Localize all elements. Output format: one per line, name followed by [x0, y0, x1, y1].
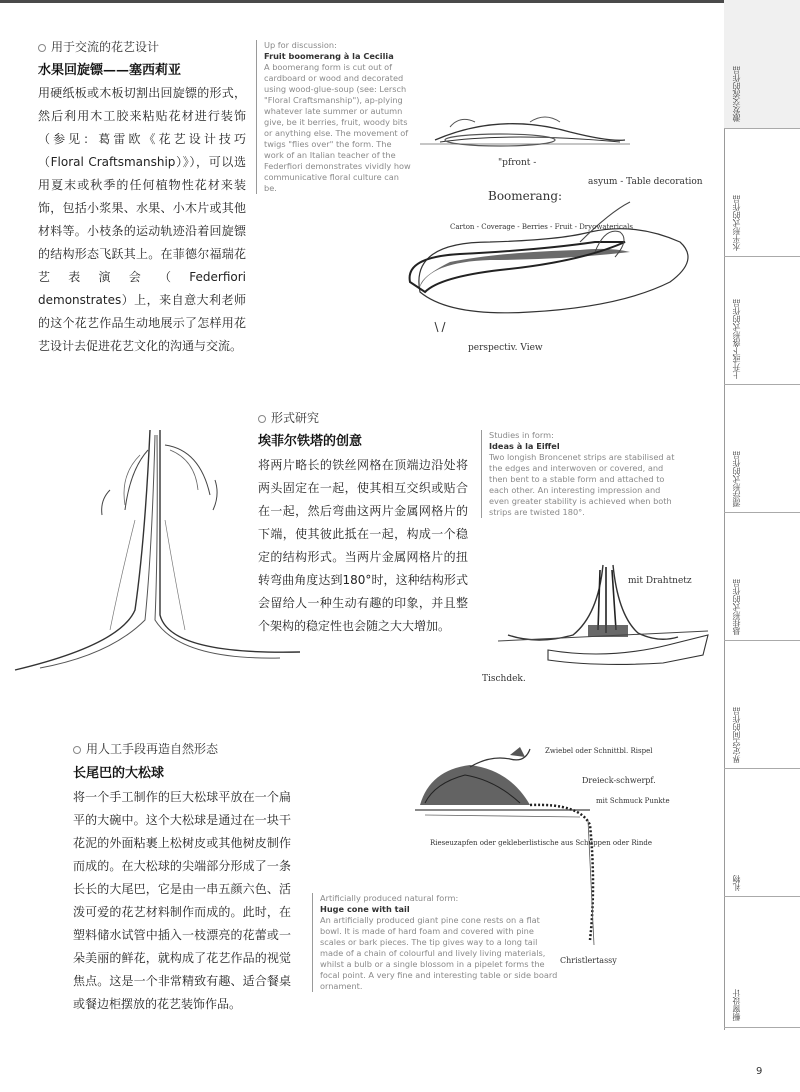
caption-body: Two longish Broncenet strips are stabilised at the edges and interwoven or covered, and then bent to a stable form and attached to each other. An interesting impression and even greater stability is achieved when both strips are twisted 180°. [489, 452, 675, 517]
section-tag-text: 用于交流的花艺设计 [51, 40, 160, 54]
caption-body: A boomerang form is cut out of cardboard or wood and decorated using wood-glue-soup (see: Lersch "Floral Craftsmanship"), ap-plying whatever late summer or autumn give, be it berries, fruit, woody bits or anything else. The movement of twigs "flies over" the form. The work of an Italian teacher of the Federfiori demonstrates vividly how communicative floral culture can be. [264, 62, 411, 193]
section-title-1: 水果回旋镖——塞西莉亚 [38, 63, 182, 78]
section-title-2: 埃菲尔铁塔的创意 [258, 434, 363, 449]
sketch-label: Rieseuzapfen oder gekleberlistische aus Schuppen oder Rinde [430, 839, 652, 847]
sketch-label: mit Schmuck Punkte [596, 797, 670, 805]
chapter-tab-4[interactable] [724, 384, 800, 513]
sketch-label: Dreieck-schwerpf. [582, 776, 656, 785]
english-caption-2 [481, 430, 677, 518]
caption-subtitle: Ideas à la Eiffel [489, 441, 560, 451]
caption-subtitle: Fruit boomerang à la Cecilia [264, 51, 394, 61]
chapter-tab-6[interactable] [724, 640, 800, 769]
caption-subtitle: Huge cone with tail [320, 904, 410, 914]
section-tag-text: 用人工手段再造自然形态 [86, 742, 219, 756]
sketch-label: Tischdek. [482, 674, 526, 684]
bullet-icon [73, 746, 81, 754]
chapter-tab-8[interactable] [724, 896, 800, 1028]
chapter-tab-5[interactable] [724, 512, 800, 641]
section-body-2: 将两片略长的铁丝网格在顶端边沿处将两头固定在一起，使其相互交织或贴合在一起，然后弯曲这两片金属网格片的下端，使其彼此抵在一起，构成一个稳定的结构形式。当两片金属网格片的扭转弯曲角度达到180°时，这种结构形式会留给人一种生动有趣的印象，并且整个架构的稳定性也会随之大大增加。 [258, 458, 468, 633]
chapter-tab-label: 水平形式的作品 [732, 195, 741, 251]
sketch-label: Christlertassy [560, 956, 617, 965]
chapter-tab-label: 激发交流的作品 [732, 66, 741, 122]
caption-body: An artificially produced giant pine cone rests on a flat bowl. It is made of hard foam and covered with pine scales or bark pieces. The tip gives way to a long tail made of a chain of colourful and lively living materials, whilst a bulb or a single blossom in a pipelet forms the focal point. A very fine and interesting table or side board ornament. [320, 915, 558, 991]
chapter-sidebar [724, 0, 800, 1092]
sketch-label: mit Drahtnetz [628, 576, 692, 586]
section-tag-3 [73, 740, 218, 757]
sketch-label: Zwiebel oder Schnittbl. Rispel [545, 747, 653, 755]
bullet-icon [258, 415, 266, 423]
sketch-label: perspectiv. View [468, 343, 543, 353]
bullet-icon [38, 44, 46, 52]
chapter-tab-label: 悬挂形式的作品 [732, 579, 741, 635]
chapter-tab-label: 界定空间的作品 [732, 707, 741, 763]
eiffel-sketch-right [478, 555, 718, 695]
caption-heading: Studies in form: [489, 430, 554, 440]
section-tag-text: 形式研究 [271, 411, 320, 425]
page-number: 9 [756, 1066, 763, 1077]
top-rule [0, 0, 724, 3]
chapter-tab-label: 礼物 [732, 875, 741, 891]
english-caption-3 [312, 893, 558, 992]
sketch-label: Boomerang: [488, 189, 563, 203]
section-tag-2 [258, 409, 319, 426]
boomerang-sketch [380, 92, 720, 367]
caption-heading: Artificially produced natural form: [320, 893, 459, 903]
sketch-label: "pfront - [498, 158, 537, 168]
section-tag-1 [38, 38, 159, 55]
sketch-label: Carton - Coverage - Berries - Fruit - Dryowatericals [450, 223, 633, 231]
section-body-3: 将一个手工制作的巨大松球平放在一个扁平的大碗中。这个大松球是通过在一块干花泥的外面粘裹上松树皮或其他树皮制作而成的。在大松球的尖端部分形成了一条长长的大尾巴，它是由一串五颜六色、活泼可爱的花艺材料制作而成的。此时，在塑料储水试管中插入一枝漂亮的花蕾或一朵美丽的鲜花，就构成了花艺作品的视觉焦点。这是一个非常精致有趣、适合餐桌或餐边柜摆放的花艺装饰作品。 [73, 790, 291, 1011]
chapter-tab-label: 漂浮形式的作品 [732, 451, 741, 507]
section-title-3: 长尾巴的大松球 [73, 766, 165, 781]
chapter-tab-2[interactable] [724, 128, 800, 257]
chapter-tab-7[interactable] [724, 768, 800, 897]
chapter-tab-label: 上升或下落形式的作品 [732, 299, 741, 379]
caption-heading: Up for discussion: [264, 40, 337, 50]
chapter-tab-3[interactable] [724, 256, 800, 385]
chapter-tab-label: 橱窗设计 [732, 989, 741, 1021]
chapter-tab-1[interactable] [724, 0, 800, 128]
sketch-label: asyum - Table decoration [588, 177, 703, 187]
section-body-1: 用硬纸板或木板切割出回旋镖的形式，然后利用木工胶来粘贴花材进行装饰（参见：葛雷欧《花艺设计技巧（Floral Craftsmanship）》），可以选用夏末或秋季的任何植物性花材来装饰，包括小浆果、水果、小木片或其他材料等。小枝条的运动轨迹沿着回旋镖的结构形态飞跃其上。在菲德尔福瑞花艺表演会（Federfiori demonstrates）上，来自意大利老师的这个花艺作品生动地展示了怎样用花艺设计去促进花艺文化的沟通与交流。 [38, 86, 246, 353]
